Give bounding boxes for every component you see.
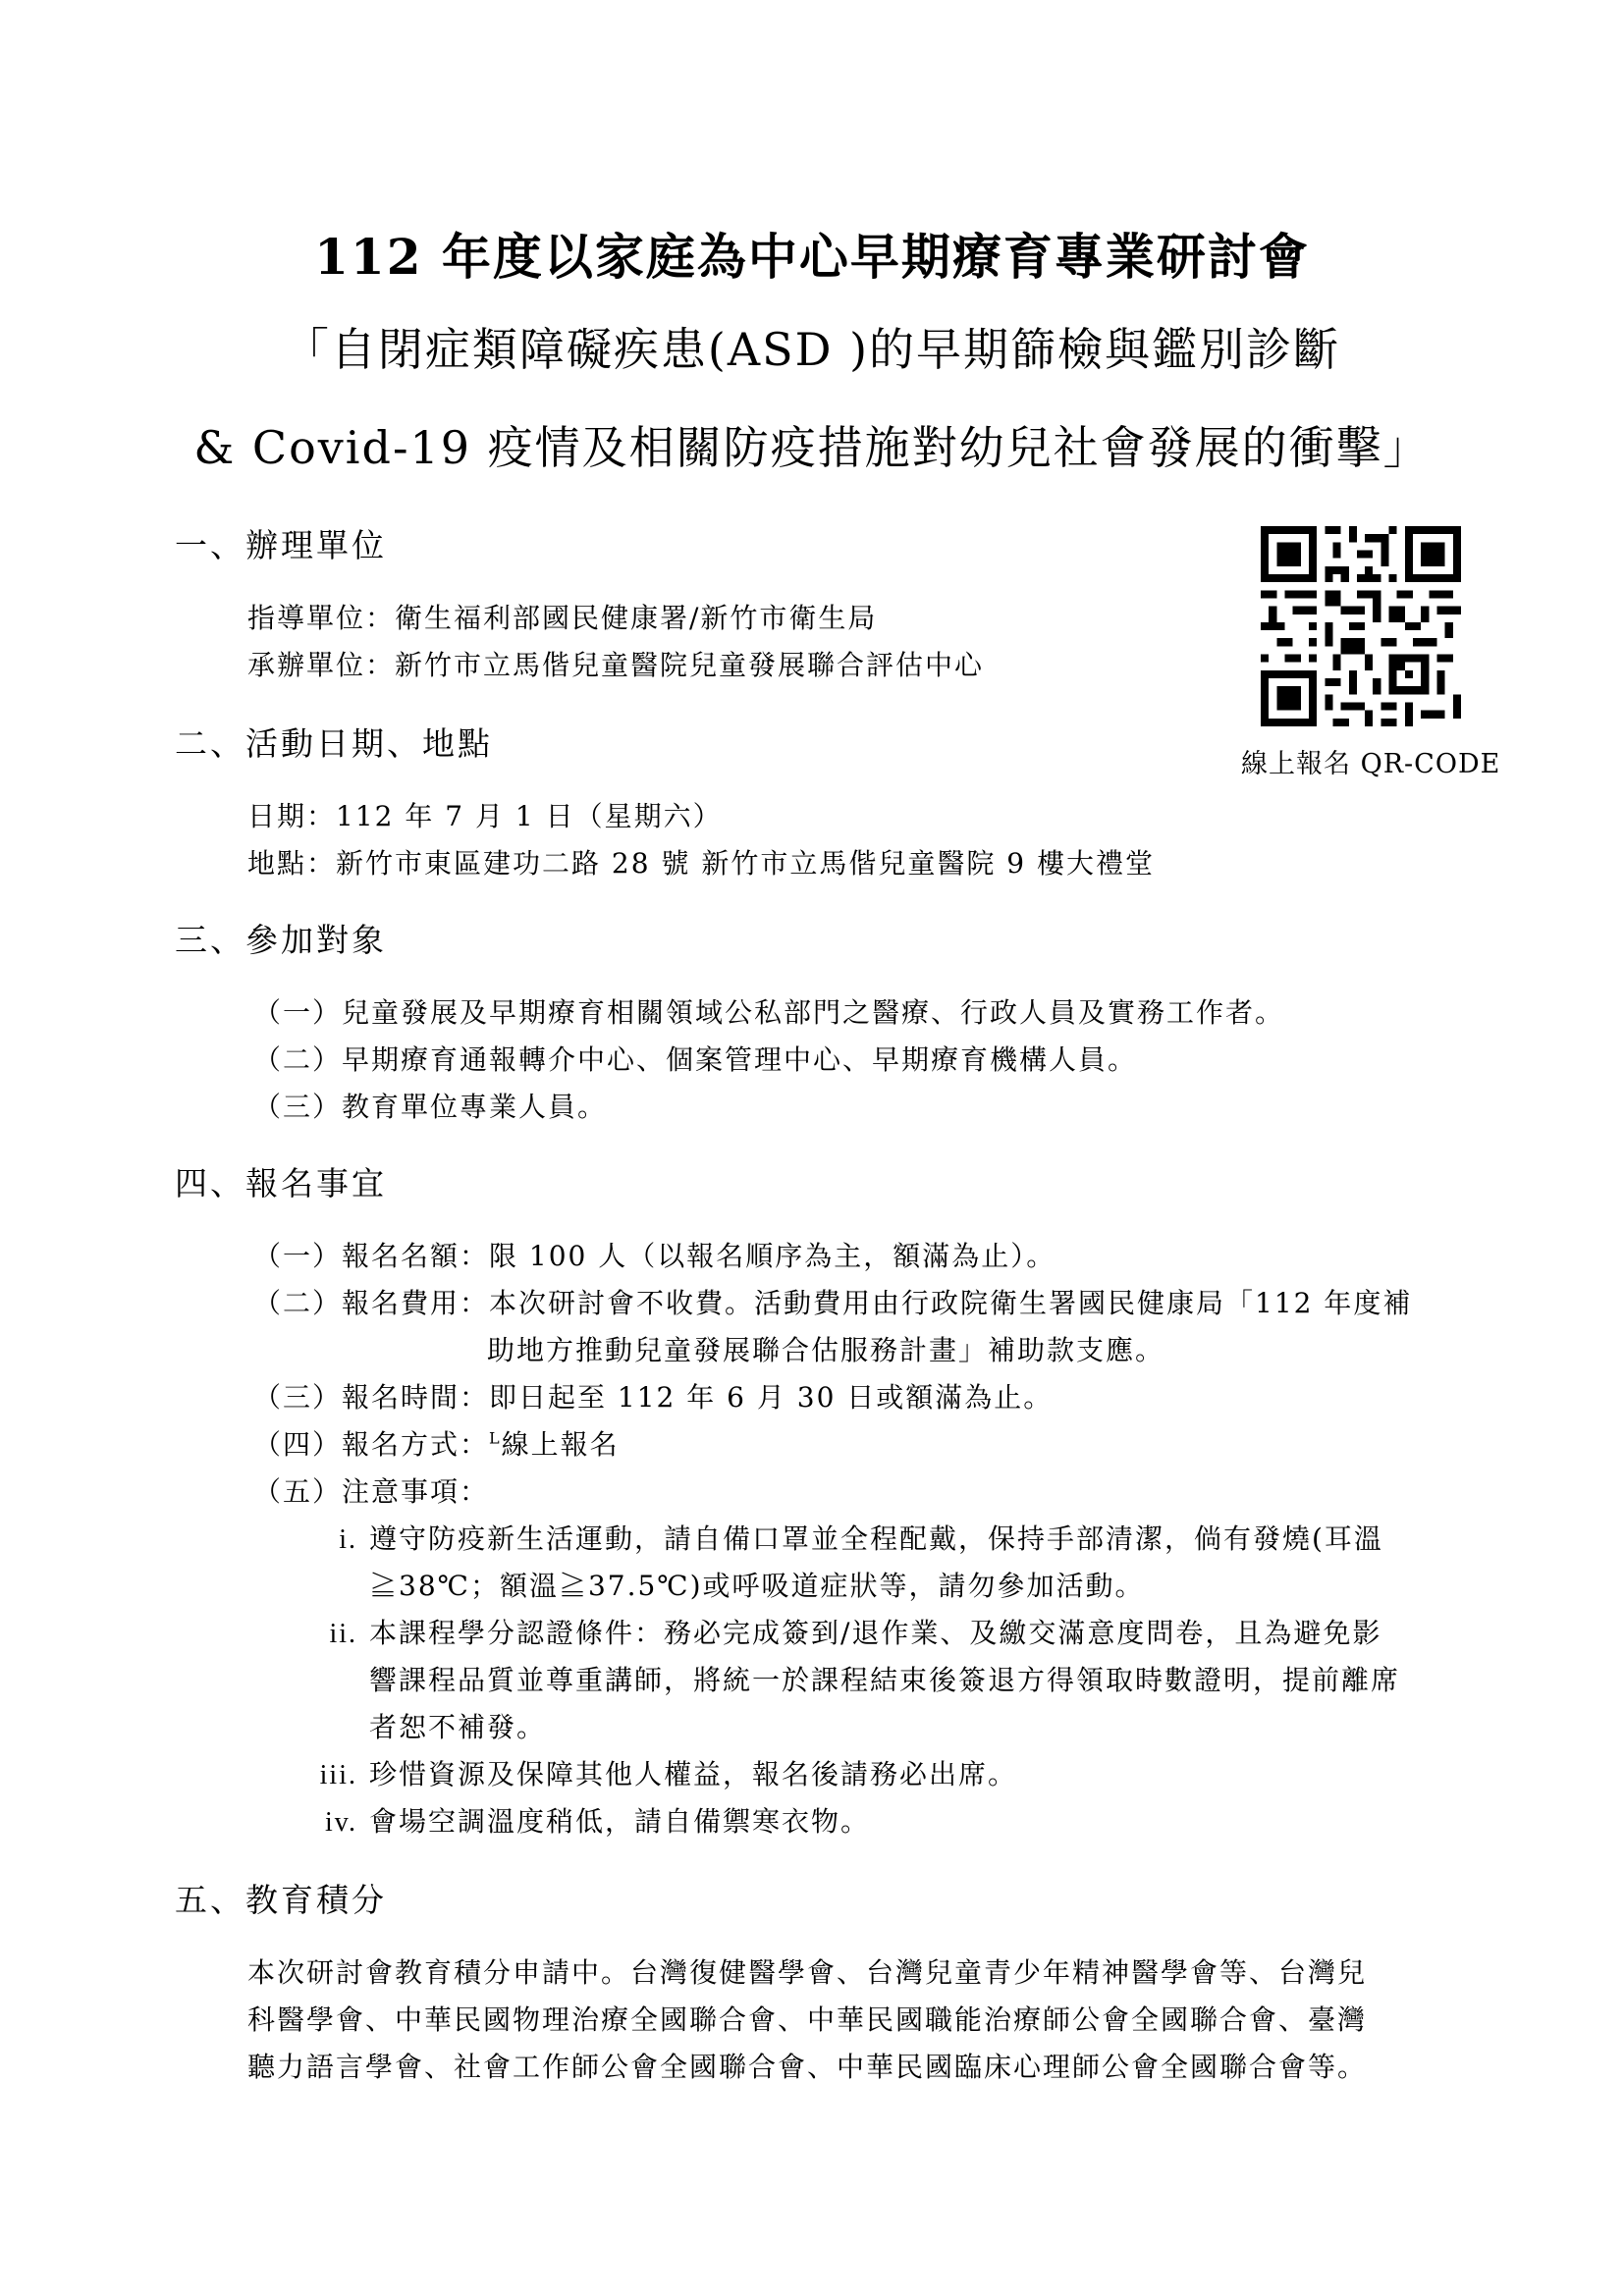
- section-heading-audience: 三、參加對象: [175, 921, 387, 959]
- notes-heading: （五）注意事項：: [253, 1475, 490, 1508]
- document-subtitle-line1: 「自閉症類障礙疾患(ASD )的早期篩檢與鑑別診斷: [283, 323, 1341, 376]
- credits-paragraph-line: 科醫學會、中華民國物理治療全國聯合會、中華民國職能治療師公會全國聯合會、臺灣: [247, 2003, 1368, 2036]
- registration-quota: （一）報名名額：限 100 人（以報名順序為主，額滿為止）。: [253, 1240, 1056, 1272]
- credits-paragraph-line: 本次研討會教育積分申請中。台灣復健醫學會、台灣兒童青少年精神醫學會等、台灣兒: [247, 1956, 1368, 1989]
- note-number: iv.: [325, 1807, 357, 1838]
- organizer-host: 承辦單位：新竹市立馬偕兒童醫院兒童發展聯合評估中心: [247, 649, 985, 681]
- audience-item: （二）早期療育通報轉介中心、個案管理中心、早期療育機構人員。: [253, 1043, 1138, 1076]
- document-subtitle-line2: & Covid-19 疫情及相關防疫措施對幼兒社會發展的衝擊」: [193, 421, 1431, 474]
- note-number: i.: [339, 1524, 357, 1555]
- registration-qr-code[interactable]: [1261, 526, 1461, 726]
- link-marker: L: [489, 1428, 502, 1448]
- registration-method: [253, 1423, 620, 1463]
- event-date: 日期：112 年 7 月 1 日（星期六）: [247, 800, 723, 832]
- credits-paragraph-line: 聽力語言學會、社會工作師公會全國聯合會、中華民國臨床心理師公會全國聯合會等。: [247, 2051, 1368, 2083]
- audience-item: （三）教育單位專業人員。: [253, 1091, 608, 1123]
- note-text: 遵守防疫新生活運動，請自備口罩並全程配戴，保持手部清潔，倘有發燒(耳溫: [369, 1522, 1383, 1555]
- note-text: 本課程學分認證條件：務必完成簽到/退作業、及繳交滿意度問卷，且為避免影: [369, 1617, 1382, 1649]
- qr-code-caption: 線上報名 QR-CODE: [1241, 749, 1501, 779]
- section-heading-organizers: 一、辦理單位: [175, 526, 387, 564]
- note-text: 會場空調溫度稍低，請自備禦寒衣物。: [369, 1805, 871, 1838]
- note-item: [306, 1753, 1017, 1792]
- note-number: iii.: [319, 1760, 357, 1790]
- note-number: ii.: [329, 1619, 357, 1649]
- registration-period: （三）報名時間：即日起至 112 年 6 月 30 日或額滿為止。: [253, 1381, 1054, 1414]
- note-text: 珍惜資源及保障其他人權益，報名後請務必出席。: [369, 1758, 1018, 1790]
- note-text-continued: ≧38℃；額溫≧37.5℃)或呼吸道症狀等，請勿參加活動。: [369, 1570, 1145, 1602]
- registration-fee-continued: 助地方推動兒童發展聯合估服務計畫」補助款支應。: [487, 1334, 1165, 1366]
- online-registration-link[interactable]: 線上報名: [501, 1428, 620, 1461]
- registration-fee: （二）報名費用：本次研討會不收費。活動費用由行政院衛生署國民健康局「112 年度補: [253, 1287, 1413, 1319]
- registration-method-label: （四）報名方式：: [253, 1428, 490, 1461]
- section-heading-date-location: 二、活動日期、地點: [175, 724, 493, 763]
- note-item: [306, 1800, 870, 1840]
- note-text-continued: 響課程品質並尊重講師，將統一於課程結束後簽退方得領取時數證明，提前離席: [369, 1664, 1401, 1696]
- organizer-supervisor: 指導單位：衛生福利部國民健康署/新竹市衛生局: [247, 602, 878, 634]
- note-text-continued: 者恕不補發。: [369, 1711, 547, 1743]
- event-location: 地點：新竹市東區建功二路 28 號 新竹市立馬偕兒童醫院 9 樓大禮堂: [247, 847, 1155, 880]
- section-heading-registration: 四、報名事宜: [175, 1164, 387, 1202]
- audience-item: （一）兒童發展及早期療育相關領域公私部門之醫療、行政人員及實務工作者。: [253, 996, 1285, 1029]
- document-title: 112 年度以家庭為中心早期療育專業研討會: [314, 228, 1310, 286]
- note-item: [306, 1518, 1383, 1557]
- note-item: [306, 1612, 1381, 1651]
- section-heading-education-credits: 五、教育積分: [175, 1881, 387, 1919]
